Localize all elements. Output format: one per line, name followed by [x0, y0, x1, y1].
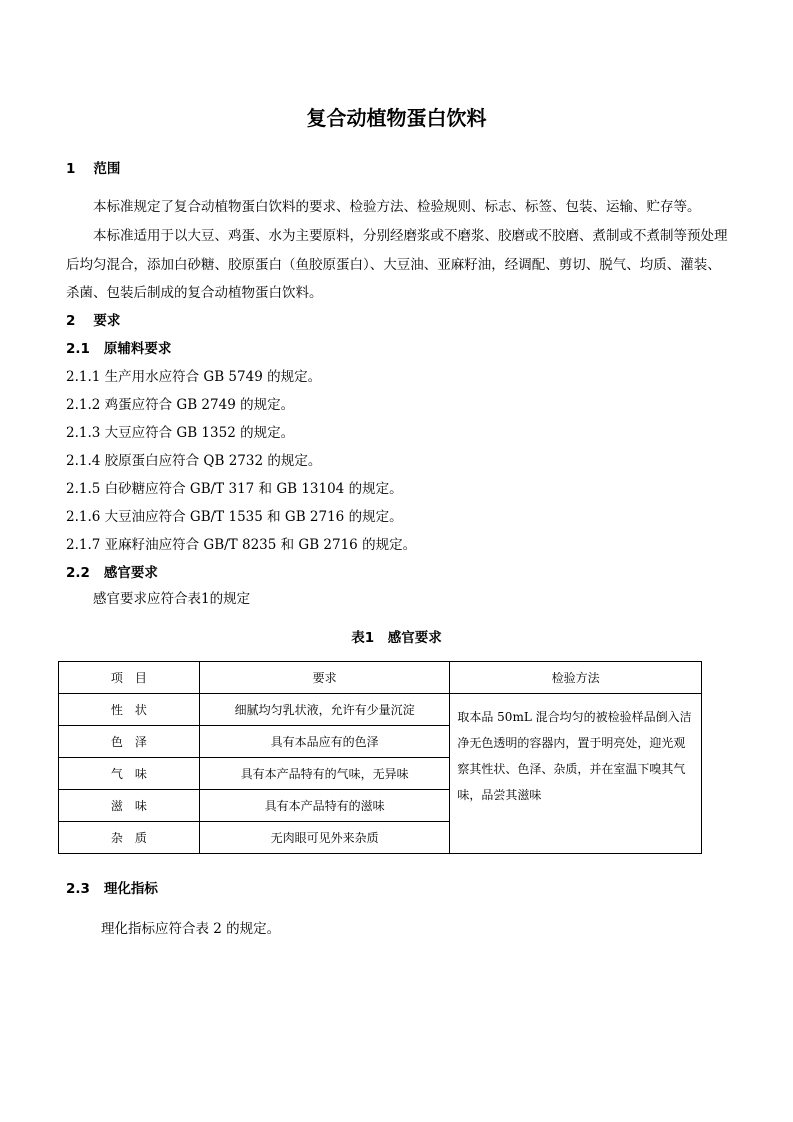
paragraph: 本标准规定了复合动植物蛋白饮料的要求、检验方法、检验规则、标志、标签、包装、运输、贮存等。 [93, 199, 701, 215]
section-1-heading [66, 157, 120, 177]
clause-2-1-3: 2.1.3 大豆应符合 GB 1352 的规定。 [66, 425, 295, 441]
table-cell-requirement: 细腻均匀乳状液，允许有少量沉淀 [199, 694, 450, 726]
table-cell-method: 取本品 50mL 混合均匀的被检验样品倒入洁净无色透明的容器内，置于明亮处，迎光观察其性状、色泽、杂质，并在室温下嗅其气味，品尝其滋味 [450, 694, 702, 854]
table-cell-item: 性 状 [59, 694, 200, 726]
paragraph: 感官要求应符合表1的规定 [93, 591, 251, 607]
subsection-2-2-heading [66, 561, 158, 581]
paragraph-line: 杀菌、包装后制成的复合动植物蛋白饮料。 [66, 285, 323, 301]
clause-2-1-5: 2.1.5 白砂糖应符合 GB/T 317 和 GB 13104 的规定。 [66, 481, 403, 497]
clause-2-1-4: 2.1.4 胶原蛋白应符合 QB 2732 的规定。 [66, 453, 322, 469]
section-number: 2 [66, 313, 76, 329]
document-title: 复合动植物蛋白饮料 [306, 106, 487, 130]
table-header-row [59, 662, 702, 694]
section-title: 要求 [93, 313, 121, 329]
section-number: 2.2 [66, 565, 90, 581]
clause-2-1-1: 2.1.1 生产用水应符合 GB 5749 的规定。 [66, 369, 322, 385]
clause-2-1-7: 2.1.7 亚麻籽油应符合 GB/T 8235 和 GB 2716 的规定。 [66, 537, 417, 553]
section-title: 原辅料要求 [103, 341, 172, 357]
column-header: 要求 [199, 662, 450, 694]
subsection-2-3-heading [66, 877, 158, 897]
clause-2-1-6: 2.1.6 大豆油应符合 GB/T 1535 和 GB 2716 的规定。 [66, 509, 403, 525]
table-cell-item: 气 味 [59, 758, 200, 790]
subsection-2-1-heading [66, 337, 171, 357]
sensory-requirements-table [58, 661, 702, 854]
table-cell-requirement: 具有本产品特有的滋味 [199, 790, 450, 822]
table-row [59, 694, 702, 726]
section-title: 范围 [93, 161, 121, 177]
table-cell-requirement: 具有本产品特有的气味，无异味 [199, 758, 450, 790]
table-cell-item: 杂 质 [59, 822, 200, 854]
table-cell-requirement: 具有本品应有的色泽 [199, 726, 450, 758]
clause-2-1-2: 2.1.2 鸡蛋应符合 GB 2749 的规定。 [66, 397, 295, 413]
paragraph-line: 后均匀混合，添加白砂糖、胶原蛋白（鱼胶原蛋白）、大豆油、亚麻籽油，经调配、剪切、脱气、均质、灌装、 [66, 257, 721, 273]
section-number: 2.1 [66, 341, 90, 357]
paragraph: 理化指标应符合表 2 的规定。 [101, 921, 281, 937]
section-number: 1 [66, 161, 76, 177]
section-number: 2.3 [66, 881, 90, 897]
section-2-heading [66, 309, 120, 329]
paragraph-line: 本标准适用于以大豆、鸡蛋、水为主要原料，分别经磨浆或不磨浆、胶磨或不胶磨、煮制或不煮制等预处理 [93, 228, 728, 244]
section-title: 感官要求 [103, 565, 158, 581]
column-header: 项 目 [59, 662, 200, 694]
column-header: 检验方法 [450, 662, 702, 694]
table-cell-item: 色 泽 [59, 726, 200, 758]
table-caption: 表1 感官要求 [351, 630, 442, 646]
section-title: 理化指标 [103, 881, 158, 897]
table-cell-requirement: 无肉眼可见外来杂质 [199, 822, 450, 854]
table-cell-item: 滋 味 [59, 790, 200, 822]
